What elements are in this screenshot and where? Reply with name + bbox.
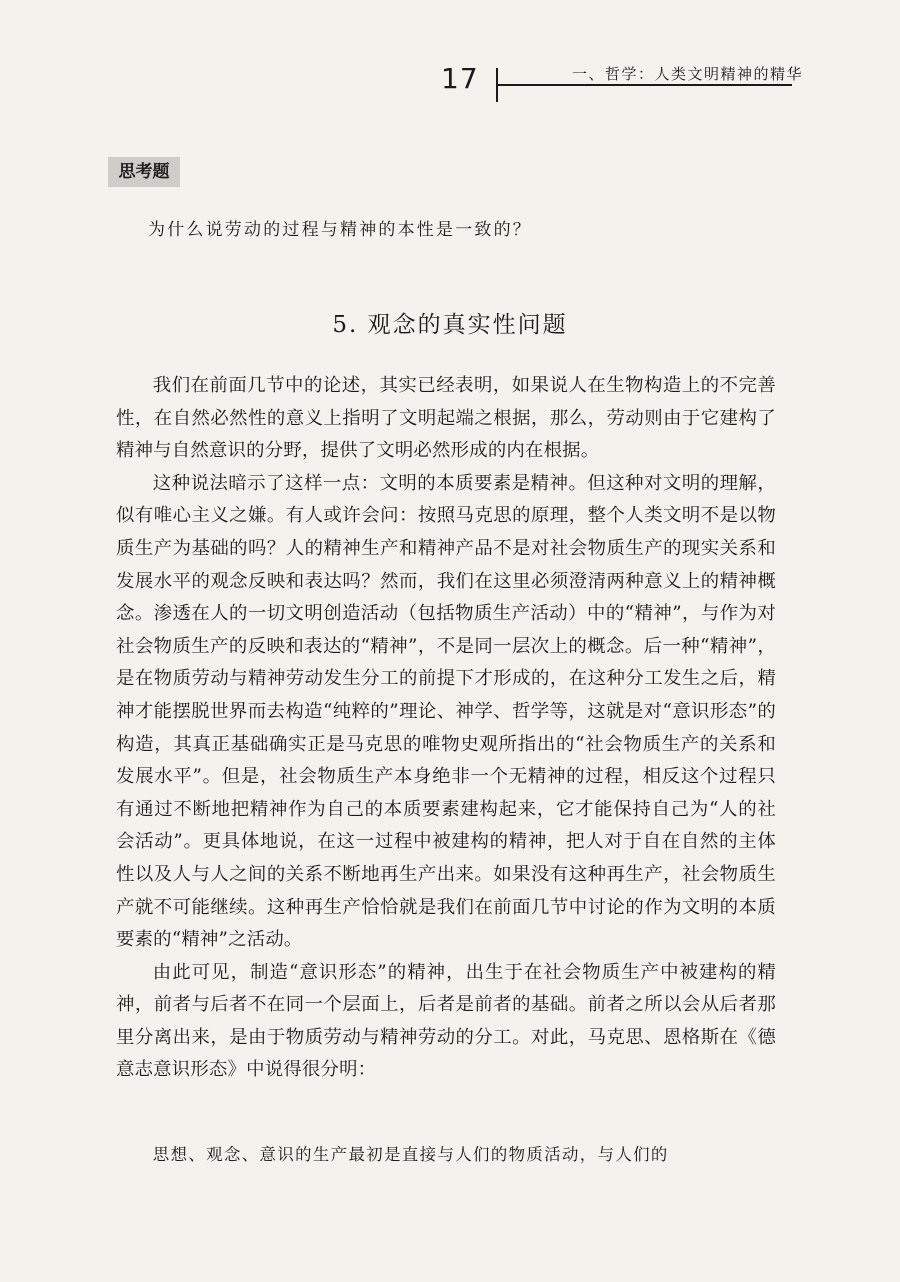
section-heading: 5. 观念的真实性问题 — [332, 312, 568, 338]
exercise-question: 为什么说劳动的过程与精神的本性是一致的？ — [148, 220, 532, 240]
paragraph: 我们在前面几节中的论述，其实已经表明，如果说人在生物构造上的不完善性，在自然必然性的意义上指明了文明起端之根据，那么，劳动则由于它建构了精神与自然意识的分野，提供了文明必然形成的内在根据。 — [116, 375, 776, 462]
paragraph: 这种说法暗示了这样一点：文明的本质要素是精神。但这种对文明的理解，似有唯心主义之嫌。有人或许会问：按照马克思的原理，整个人类文明不是以物质生产为基础的吗？人的精神生产和精神产品不是对社会物质生产的现实关系和发展水平的观念反映和表达吗？然而，我们在这里必须澄清两种意义上的精神概念。渗透在人的一切文明创造活动（包括物质生产活动）中的“精神”，与作为对社会物质生产的反映和表达的“精神”，不是同一层次上的概念。后一种“精神”，是在物质劳动与精神劳动发生分工的前提下才形成的，在这种分工发生之后，精神才能摆脱世界而去构造“纯粹的”理论、神学、哲学等，这就是对“意识形态”的构造，其真正基础确实正是马克思的唯物史观所指出的“社会物质生产的关系和发展水平”。但是，社会物质生产本身绝非一个无精神的过程，相反这个过程只有通过不断地把精神作为自己的本质要素建构起来，它才能保持自己为“人的社会活动”。更具体地说，在这一过程中被建构的精神，把人对于自在自然的主体性以及人与人之间的关系不断地再生产出来。如果没有这种再生产，社会物质生产就不可能继续。这种再生产恰恰就是我们在前面几节中讨论的作为文明的本质要素的“精神”之活动。 — [116, 472, 776, 951]
paragraph: 由此可见，制造“意识形态”的精神，出生于在社会物质生产中被建构的精神，前者与后者不在同一个层面上，后者是前者的基础。前者之所以会从后者那里分离出来，是由于物质劳动与精神劳动的分工。对此，马克思、恩格斯在《德意志意识形态》中说得很分明： — [116, 961, 776, 1081]
exercise-label: 思考题 — [108, 157, 180, 187]
header-rule — [496, 84, 792, 86]
body-text — [116, 370, 776, 1087]
block-quote: 思想、观念、意识的生产最初是直接与人们的物质活动，与人们的 — [152, 1145, 669, 1164]
running-header-title: 一、哲学：人类文明精神的精华 — [572, 65, 804, 83]
page-number: 17 — [441, 62, 479, 95]
